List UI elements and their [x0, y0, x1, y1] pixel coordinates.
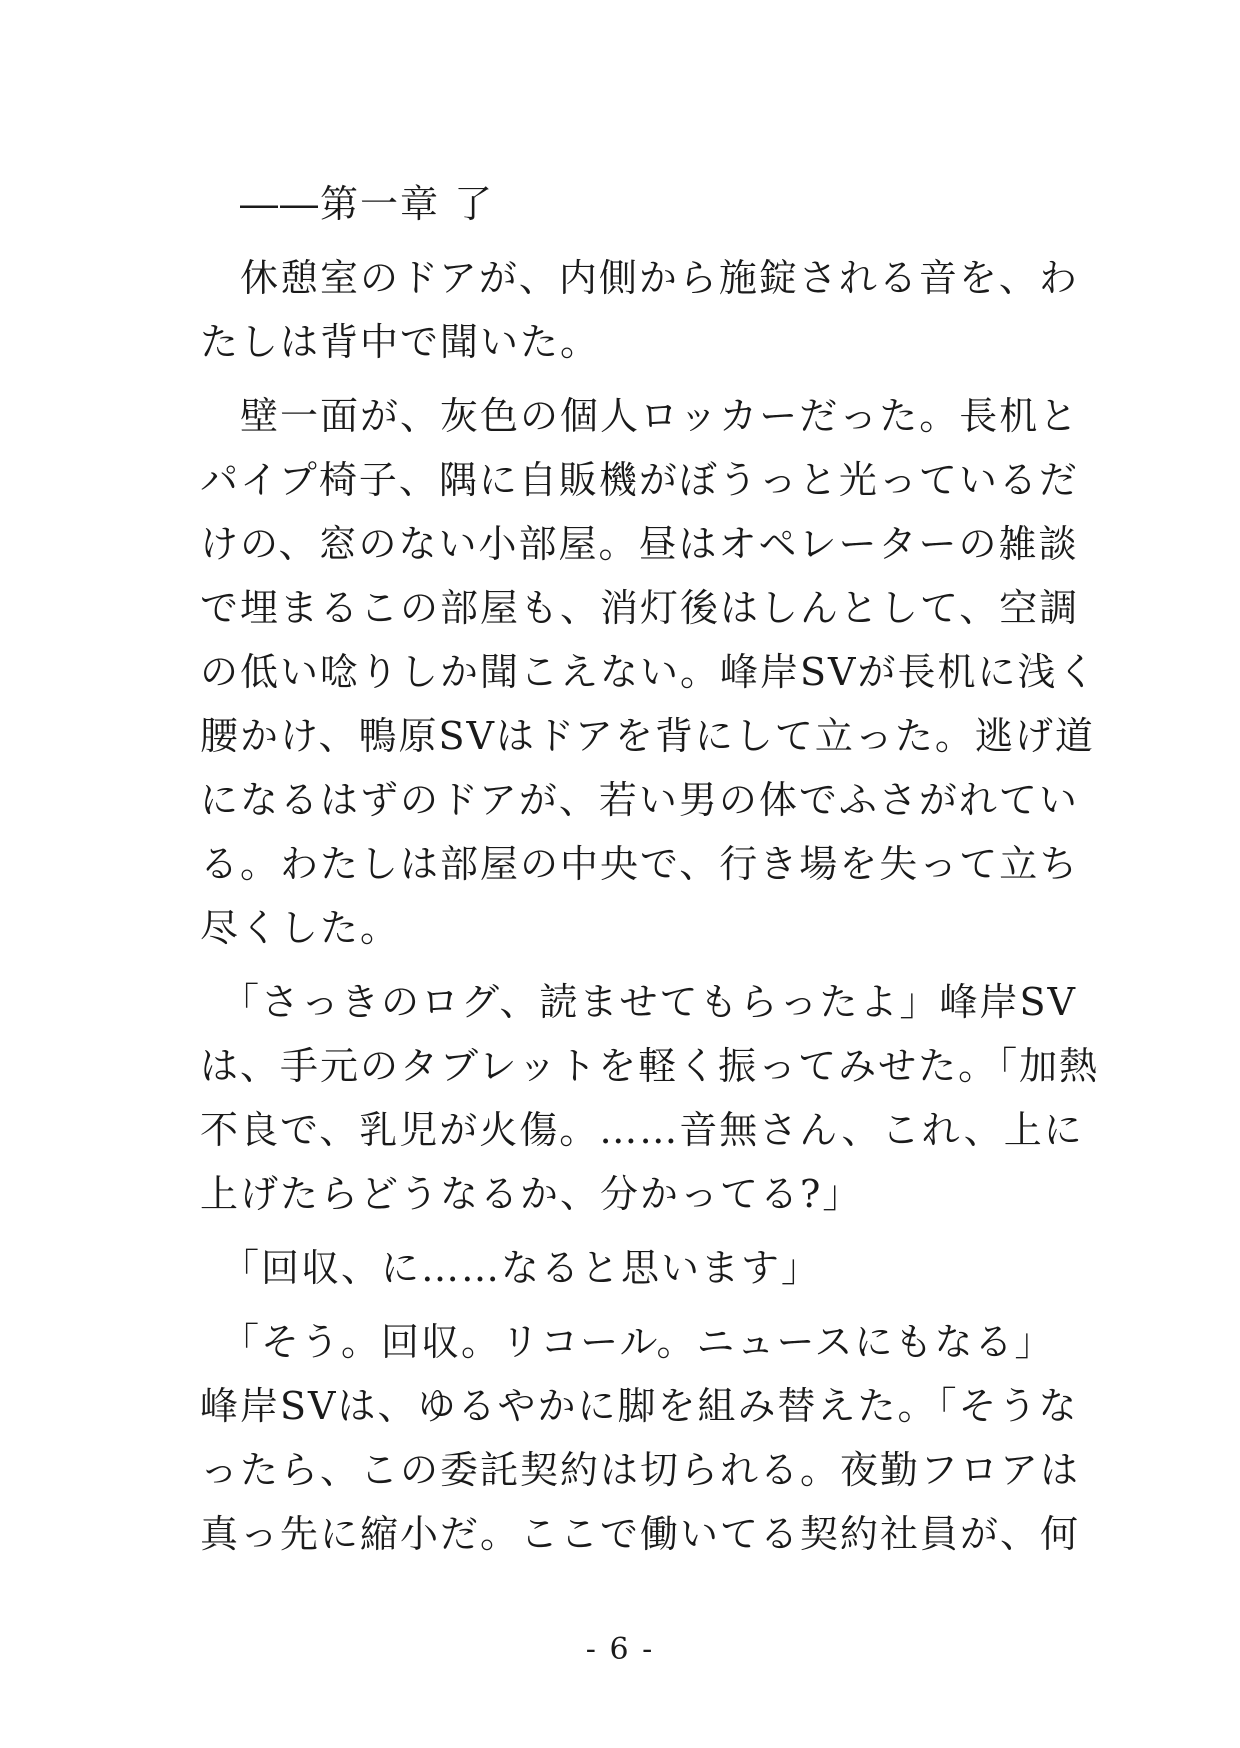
text-line: 尽くした。 — [200, 906, 401, 950]
text-line: で埋まるこの部屋も、消灯後はしんとして、空調 — [200, 586, 1080, 630]
text-line: ったら、この委託契約は切られる。夜勤フロアは — [200, 1448, 1081, 1492]
text-line: 壁一面が、灰色の個人ロッカーだった。長机と — [200, 394, 1080, 438]
text-line: たしは背中で聞いた。 — [200, 320, 601, 364]
text-line: 「さっきのログ、読ませてもらったよ」峰岸SV — [200, 980, 1077, 1024]
text-line: 峰岸SVは、ゆるやかに脚を組み替えた。「そうな — [200, 1384, 1079, 1428]
text-line: 不良で、乳児が火傷。……音無さん、これ、上に — [200, 1108, 1084, 1152]
text-line: の低い唸りしか聞こえない。峰岸SVが長机に浅く — [200, 650, 1098, 694]
text-line: パイプ椅子、隅に自販機がぼうっと光っているだ — [200, 458, 1079, 502]
body-text — [200, 172, 1100, 1566]
text-line: は、手元のタブレットを軽く振ってみせた。「加熱 — [200, 1044, 1100, 1088]
text-line: 腰かけ、鴨原SVはドアを背にして立った。逃げ道 — [200, 714, 1095, 758]
text-line: けの、窓のない小部屋。昼はオペレーターの雑談 — [200, 522, 1079, 566]
text-line: になるはずのドアが、若い男の体でふさがれてい — [200, 778, 1079, 822]
text-line: 「そう。回収。リコール。ニュースにもなる」 — [200, 1320, 1055, 1364]
chapter-heading: ――第一章 了 — [200, 182, 495, 226]
text-line: 休憩室のドアが、内側から施錠される音を、わ — [200, 256, 1079, 300]
text-line: 真っ先に縮小だ。ここで働いてる契約社員が、何 — [200, 1512, 1081, 1556]
text-line: 「回収、に……なると思います」 — [200, 1246, 822, 1290]
text-line: る。わたしは部屋の中央で、行き場を失って立ち — [200, 842, 1080, 886]
text-line: 上げたらどうなるか、分かってる?」 — [200, 1172, 863, 1216]
page-number: - 6 - — [585, 1632, 655, 1667]
